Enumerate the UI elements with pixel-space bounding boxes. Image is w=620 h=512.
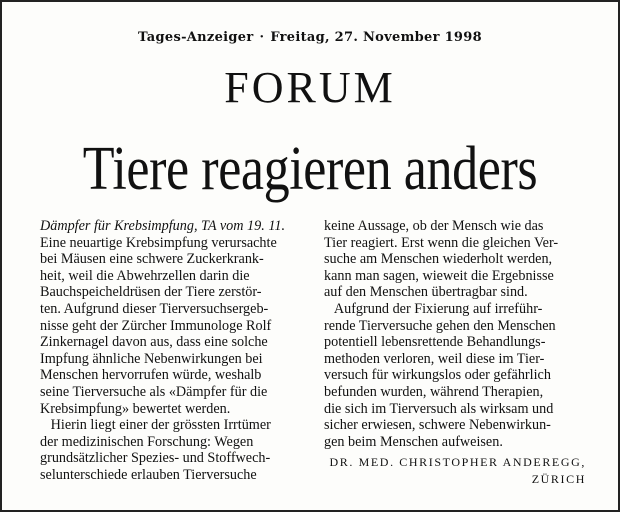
- body-line: Eine neuartige Krebsimpfung verursachte: [40, 234, 277, 251]
- letter-rubric: Dämpfer für Krebsimpfung, TA vom 19. 11.: [40, 218, 285, 234]
- body-line: auf den Menschen übertragbar sind.: [324, 284, 528, 301]
- body-line: befunden wurden, während Therapien,: [324, 383, 544, 400]
- body-line: Zinkernagel davon aus, dass eine solche: [40, 334, 268, 351]
- body-line: versuch für wirkungslos oder gefährlich: [324, 367, 551, 384]
- body-line: Menschen hervorrufen würde, weshalb: [40, 367, 262, 384]
- body-line: methoden verloren, weil diese im Tier-: [324, 350, 545, 367]
- body-line: rende Tierversuche gehen den Menschen: [324, 317, 556, 334]
- body-line: gen beim Menschen aufweisen.: [324, 433, 503, 450]
- body-line: kann man sagen, wieweit die Ergebnisse: [324, 267, 554, 284]
- section-title: FORUM: [224, 63, 396, 112]
- signature-block: [324, 454, 590, 487]
- body-line: ten. Aufgrund dieser Tierversuchsergeb-: [40, 300, 269, 317]
- headline: Tiere reagieren anders: [82, 135, 538, 203]
- body-line: seine Tierversuche als «Dämpfer für die: [40, 383, 268, 400]
- masthead-separator: ·: [259, 30, 265, 45]
- body-line: bei Mäusen eine schwere Zuckerkrank-: [40, 251, 264, 268]
- body-line: potentiell lebensrettende Behandlungs-: [324, 334, 546, 351]
- body-line: Aufgrund der Fixierung auf irreführ-: [324, 300, 543, 317]
- body-line: Bauchspeicheldrüsen der Tiere zerstör-: [40, 284, 262, 301]
- letter-column-left: [40, 218, 306, 484]
- masthead: [2, 30, 618, 45]
- body-line: Krebsimpfung» bewertet werden.: [40, 400, 231, 417]
- body-line: keine Aussage, ob der Mensch wie das: [324, 218, 544, 234]
- paper-name: Tages-Anzeiger: [138, 30, 254, 45]
- body-line: selunterschiede erlauben Tierversuche: [40, 466, 257, 483]
- body-line: die sich im Tierversuch als wirksam und: [324, 400, 554, 417]
- body-line: Impfung ähnliche Nebenwirkungen bei: [40, 350, 263, 367]
- body-line: sicher erwiesen, schwere Nebenwirkun-: [324, 417, 551, 434]
- body-line: der medizinischen Forschung: Wegen: [40, 433, 254, 450]
- letter-column-right: [324, 218, 590, 488]
- body-line: suche am Menschen wiederholt werden,: [324, 251, 553, 268]
- body-line: heit, weil die Abwehrzellen darin die: [40, 267, 250, 284]
- body-line: grundsätzlicher Spezies- und Stoffwech-: [40, 450, 271, 467]
- body-line: Hierin liegt einer der grössten Irrtümer: [40, 417, 271, 434]
- issue-date: Freitag, 27. November 1998: [270, 30, 482, 45]
- author-signature: DR. MED. CHRISTOPHER ANDEREGG,: [329, 455, 586, 470]
- author-place: ZÜRICH: [531, 471, 586, 486]
- body-line: nisse geht der Zürcher Immunologe Rolf: [40, 317, 272, 334]
- body-line: Tier reagiert. Erst wenn die gleichen Ver-: [324, 234, 559, 251]
